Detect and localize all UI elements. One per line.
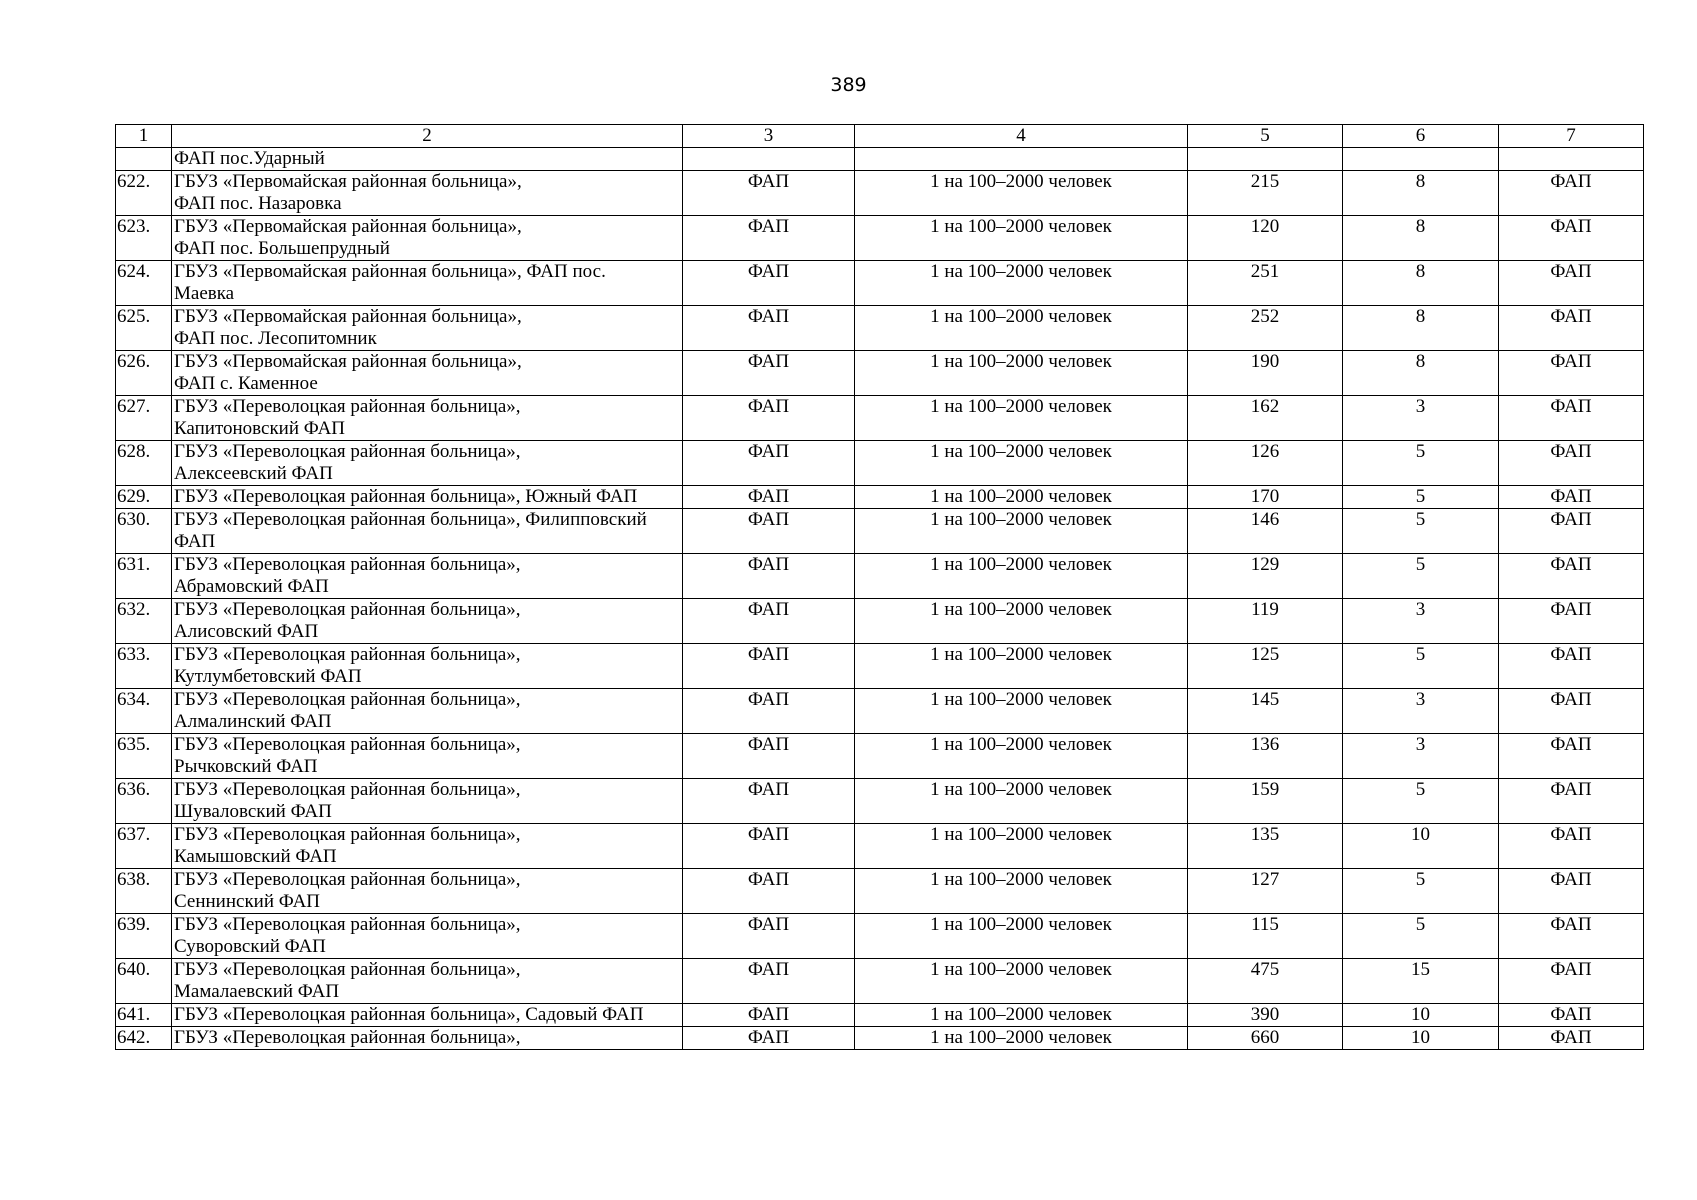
table-row <box>116 599 1644 644</box>
kind-cell: ФАП <box>1499 824 1644 869</box>
norm-cell: 1 на 100–2000 человек <box>855 644 1188 689</box>
population-cell: 146 <box>1188 509 1343 554</box>
facility-name-line: Суворовский ФАП <box>174 936 326 957</box>
facility-type-cell: ФАП <box>683 261 855 306</box>
kind-cell: ФАП <box>1499 914 1644 959</box>
norm-cell: 1 на 100–2000 человек <box>855 441 1188 486</box>
distance-cell: 8 <box>1343 351 1499 396</box>
population-cell: 162 <box>1188 396 1343 441</box>
population-cell <box>1188 148 1343 171</box>
facility-type-cell: ФАП <box>683 509 855 554</box>
kind-cell: ФАП <box>1499 779 1644 824</box>
norm-cell: 1 на 100–2000 человек <box>855 396 1188 441</box>
facility-name-line: ГБУЗ «Переволоцкая районная больница», <box>174 734 521 755</box>
row-number-cell: 641. <box>116 1004 172 1027</box>
table-row <box>116 734 1644 779</box>
kind-cell: ФАП <box>1499 734 1644 779</box>
table-row <box>116 216 1644 261</box>
facility-name-line: ГБУЗ «Первомайская районная больница», <box>174 351 522 372</box>
facility-type-cell: ФАП <box>683 396 855 441</box>
norm-cell: 1 на 100–2000 человек <box>855 1004 1188 1027</box>
row-number-cell: 628. <box>116 441 172 486</box>
facility-name-line: Алексеевский ФАП <box>174 463 333 484</box>
facility-name-line: Сеннинский ФАП <box>174 891 321 912</box>
kind-cell: ФАП <box>1499 171 1644 216</box>
kind-cell: ФАП <box>1499 554 1644 599</box>
facility-name-cell <box>172 486 683 509</box>
row-number-cell: 638. <box>116 869 172 914</box>
norm-cell: 1 на 100–2000 человек <box>855 1027 1188 1050</box>
kind-cell: ФАП <box>1499 869 1644 914</box>
table-header-row <box>116 125 1644 148</box>
distance-cell: 3 <box>1343 396 1499 441</box>
kind-cell <box>1499 148 1644 171</box>
facility-name-line: Рычковский ФАП <box>174 756 318 777</box>
facility-name-line: Мамалаевский ФАП <box>174 981 340 1002</box>
norm-cell <box>855 148 1188 171</box>
population-cell: 475 <box>1188 959 1343 1004</box>
table-row <box>116 396 1644 441</box>
facility-name-line: ФАП пос.Ударный <box>174 148 325 169</box>
population-cell: 390 <box>1188 1004 1343 1027</box>
facility-name-cell <box>172 351 683 396</box>
population-cell: 159 <box>1188 779 1343 824</box>
facility-name-line: ФАП с. Каменное <box>174 373 318 394</box>
norm-cell: 1 на 100–2000 человек <box>855 734 1188 779</box>
table-row <box>116 644 1644 689</box>
distance-cell: 5 <box>1343 509 1499 554</box>
kind-cell: ФАП <box>1499 1027 1644 1050</box>
facility-type-cell <box>683 148 855 171</box>
row-number-cell: 625. <box>116 306 172 351</box>
row-number-cell <box>116 148 172 171</box>
facility-name-line: Капитоновский ФАП <box>174 418 346 439</box>
facility-name-line: Алмалинский ФАП <box>174 711 332 732</box>
row-number-cell: 626. <box>116 351 172 396</box>
distance-cell: 5 <box>1343 779 1499 824</box>
norm-cell: 1 на 100–2000 человек <box>855 554 1188 599</box>
table-row <box>116 261 1644 306</box>
facility-name-line: ГБУЗ «Переволоцкая районная больница», <box>174 779 521 800</box>
population-cell: 251 <box>1188 261 1343 306</box>
kind-cell: ФАП <box>1499 599 1644 644</box>
facility-type-cell: ФАП <box>683 914 855 959</box>
distance-cell: 5 <box>1343 486 1499 509</box>
facility-name-line: ГБУЗ «Первомайская районная больница», <box>174 171 522 192</box>
norm-cell: 1 на 100–2000 человек <box>855 869 1188 914</box>
facility-type-cell: ФАП <box>683 734 855 779</box>
norm-cell: 1 на 100–2000 человек <box>855 599 1188 644</box>
row-number-cell: 633. <box>116 644 172 689</box>
norm-cell: 1 на 100–2000 человек <box>855 171 1188 216</box>
facility-type-cell: ФАП <box>683 959 855 1004</box>
table-row <box>116 171 1644 216</box>
population-cell: 215 <box>1188 171 1343 216</box>
facility-type-cell: ФАП <box>683 554 855 599</box>
kind-cell: ФАП <box>1499 959 1644 1004</box>
kind-cell: ФАП <box>1499 486 1644 509</box>
row-number-cell: 624. <box>116 261 172 306</box>
facility-type-cell: ФАП <box>683 1004 855 1027</box>
distance-cell: 8 <box>1343 216 1499 261</box>
distance-cell: 15 <box>1343 959 1499 1004</box>
table-row <box>116 914 1644 959</box>
facility-name-line: ФАП пос. Большепрудный <box>174 238 390 259</box>
facility-name-line: ГБУЗ «Переволоцкая районная больница», <box>174 824 521 845</box>
facility-name-line: ГБУЗ «Переволоцкая районная больница», <box>174 441 521 462</box>
kind-cell: ФАП <box>1499 1004 1644 1027</box>
page-number: 389 <box>830 74 867 96</box>
facility-name-line: ГБУЗ «Переволоцкая районная больница», Филипповский <box>174 509 647 530</box>
facility-name-line: Маевка <box>174 283 235 304</box>
table-row <box>116 351 1644 396</box>
facility-name-cell <box>172 689 683 734</box>
facility-name-line: Алисовский ФАП <box>174 621 319 642</box>
facility-type-cell: ФАП <box>683 351 855 396</box>
distance-cell: 5 <box>1343 869 1499 914</box>
facility-name-line: ГБУЗ «Переволоцкая районная больница», <box>174 599 521 620</box>
header-cell: 6 <box>1343 125 1499 148</box>
distance-cell: 3 <box>1343 734 1499 779</box>
facility-name-cell <box>172 261 683 306</box>
facility-name-cell <box>172 216 683 261</box>
facility-name-cell <box>172 959 683 1004</box>
facility-name-line: Кутлумбетовский ФАП <box>174 666 362 687</box>
table-row <box>116 486 1644 509</box>
row-number-cell: 631. <box>116 554 172 599</box>
table-row <box>116 1004 1644 1027</box>
distance-cell: 10 <box>1343 824 1499 869</box>
facility-name-line: ГБУЗ «Переволоцкая районная больница», <box>174 554 521 575</box>
facility-name-line: ГБУЗ «Переволоцкая районная больница», <box>174 869 521 890</box>
facility-name-line: ГБУЗ «Переволоцкая районная больница», Южный ФАП <box>174 486 638 507</box>
row-number-cell: 639. <box>116 914 172 959</box>
facility-name-cell <box>172 396 683 441</box>
distance-cell: 5 <box>1343 914 1499 959</box>
facility-name-cell <box>172 306 683 351</box>
population-cell: 170 <box>1188 486 1343 509</box>
facility-name-line: ФАП пос. Назаровка <box>174 193 342 214</box>
table-row <box>116 509 1644 554</box>
row-number-cell: 637. <box>116 824 172 869</box>
population-cell: 129 <box>1188 554 1343 599</box>
facility-name-cell <box>172 779 683 824</box>
norm-cell: 1 на 100–2000 человек <box>855 216 1188 261</box>
kind-cell: ФАП <box>1499 441 1644 486</box>
distance-cell: 8 <box>1343 171 1499 216</box>
norm-cell: 1 на 100–2000 человек <box>855 261 1188 306</box>
kind-cell: ФАП <box>1499 509 1644 554</box>
facility-name-cell <box>172 441 683 486</box>
facility-name-line: ГБУЗ «Переволоцкая районная больница», <box>174 959 521 980</box>
distance-cell: 3 <box>1343 599 1499 644</box>
facility-name-line: ГБУЗ «Переволоцкая районная больница», Садовый ФАП <box>174 1004 644 1025</box>
row-number-cell: 630. <box>116 509 172 554</box>
facility-name-cell <box>172 1004 683 1027</box>
facility-name-cell <box>172 824 683 869</box>
kind-cell: ФАП <box>1499 306 1644 351</box>
distance-cell: 3 <box>1343 689 1499 734</box>
distance-cell: 10 <box>1343 1004 1499 1027</box>
table-row <box>116 959 1644 1004</box>
header-cell: 3 <box>683 125 855 148</box>
facilities-table <box>115 124 1644 1050</box>
row-number-cell: 640. <box>116 959 172 1004</box>
header-cell: 7 <box>1499 125 1644 148</box>
facility-name-cell <box>172 1027 683 1050</box>
facility-type-cell: ФАП <box>683 869 855 914</box>
facility-name-cell <box>172 734 683 779</box>
population-cell: 126 <box>1188 441 1343 486</box>
row-number-cell: 623. <box>116 216 172 261</box>
row-number-cell: 635. <box>116 734 172 779</box>
table-row <box>116 824 1644 869</box>
population-cell: 119 <box>1188 599 1343 644</box>
facility-name-line: ГБУЗ «Переволоцкая районная больница», <box>174 1027 521 1048</box>
norm-cell: 1 на 100–2000 человек <box>855 779 1188 824</box>
facility-type-cell: ФАП <box>683 599 855 644</box>
kind-cell: ФАП <box>1499 261 1644 306</box>
facility-type-cell: ФАП <box>683 216 855 261</box>
distance-cell: 10 <box>1343 1027 1499 1050</box>
norm-cell: 1 на 100–2000 человек <box>855 959 1188 1004</box>
facility-name-line: ГБУЗ «Первомайская районная больница», ФАП пос. <box>174 261 606 282</box>
population-cell: 115 <box>1188 914 1343 959</box>
population-cell: 145 <box>1188 689 1343 734</box>
table-row <box>116 148 1644 171</box>
facility-type-cell: ФАП <box>683 1027 855 1050</box>
row-number-cell: 622. <box>116 171 172 216</box>
norm-cell: 1 на 100–2000 человек <box>855 824 1188 869</box>
facility-name-line: Камышовский ФАП <box>174 846 337 867</box>
facility-name-line: ГБУЗ «Переволоцкая районная больница», <box>174 689 521 710</box>
header-cell: 2 <box>172 125 683 148</box>
kind-cell: ФАП <box>1499 644 1644 689</box>
row-number-cell: 629. <box>116 486 172 509</box>
row-number-cell: 636. <box>116 779 172 824</box>
population-cell: 120 <box>1188 216 1343 261</box>
population-cell: 125 <box>1188 644 1343 689</box>
distance-cell: 8 <box>1343 306 1499 351</box>
table-row <box>116 306 1644 351</box>
distance-cell: 5 <box>1343 554 1499 599</box>
facility-name-line: ГБУЗ «Переволоцкая районная больница», <box>174 914 521 935</box>
facility-name-line: Абрамовский ФАП <box>174 576 329 597</box>
facility-name-cell <box>172 148 683 171</box>
table-row <box>116 689 1644 734</box>
population-cell: 190 <box>1188 351 1343 396</box>
population-cell: 252 <box>1188 306 1343 351</box>
row-number-cell: 627. <box>116 396 172 441</box>
norm-cell: 1 на 100–2000 человек <box>855 306 1188 351</box>
facility-type-cell: ФАП <box>683 441 855 486</box>
distance-cell: 5 <box>1343 644 1499 689</box>
norm-cell: 1 на 100–2000 человек <box>855 486 1188 509</box>
kind-cell: ФАП <box>1499 216 1644 261</box>
table-row <box>116 779 1644 824</box>
facility-name-cell <box>172 171 683 216</box>
facility-name-line: ГБУЗ «Первомайская районная больница», <box>174 216 522 237</box>
header-cell: 5 <box>1188 125 1343 148</box>
kind-cell: ФАП <box>1499 396 1644 441</box>
table-row <box>116 554 1644 599</box>
table-row <box>116 869 1644 914</box>
facility-type-cell: ФАП <box>683 306 855 351</box>
facility-type-cell: ФАП <box>683 486 855 509</box>
header-cell: 4 <box>855 125 1188 148</box>
table-row <box>116 441 1644 486</box>
norm-cell: 1 на 100–2000 человек <box>855 509 1188 554</box>
facility-type-cell: ФАП <box>683 824 855 869</box>
facility-name-cell <box>172 644 683 689</box>
facility-name-line: ГБУЗ «Первомайская районная больница», <box>174 306 522 327</box>
distance-cell: 8 <box>1343 261 1499 306</box>
population-cell: 135 <box>1188 824 1343 869</box>
facility-type-cell: ФАП <box>683 644 855 689</box>
row-number-cell: 634. <box>116 689 172 734</box>
facility-name-cell <box>172 869 683 914</box>
norm-cell: 1 на 100–2000 человек <box>855 351 1188 396</box>
facility-name-line: ГБУЗ «Переволоцкая районная больница», <box>174 396 521 417</box>
facility-name-cell <box>172 914 683 959</box>
norm-cell: 1 на 100–2000 человек <box>855 689 1188 734</box>
facility-name-line: ФАП <box>174 531 216 552</box>
row-number-cell: 632. <box>116 599 172 644</box>
facility-name-line: ГБУЗ «Переволоцкая районная больница», <box>174 644 521 665</box>
facility-name-cell <box>172 599 683 644</box>
kind-cell: ФАП <box>1499 351 1644 396</box>
kind-cell: ФАП <box>1499 689 1644 734</box>
facility-type-cell: ФАП <box>683 689 855 734</box>
facility-type-cell: ФАП <box>683 779 855 824</box>
facility-name-line: Шуваловский ФАП <box>174 801 332 822</box>
facility-type-cell: ФАП <box>683 171 855 216</box>
facility-name-line: ФАП пос. Лесопитомник <box>174 328 377 349</box>
facility-name-cell <box>172 509 683 554</box>
norm-cell: 1 на 100–2000 человек <box>855 914 1188 959</box>
distance-cell <box>1343 148 1499 171</box>
table-row <box>116 1027 1644 1050</box>
facility-name-cell <box>172 554 683 599</box>
population-cell: 660 <box>1188 1027 1343 1050</box>
row-number-cell: 642. <box>116 1027 172 1050</box>
population-cell: 127 <box>1188 869 1343 914</box>
population-cell: 136 <box>1188 734 1343 779</box>
header-cell: 1 <box>116 125 172 148</box>
distance-cell: 5 <box>1343 441 1499 486</box>
